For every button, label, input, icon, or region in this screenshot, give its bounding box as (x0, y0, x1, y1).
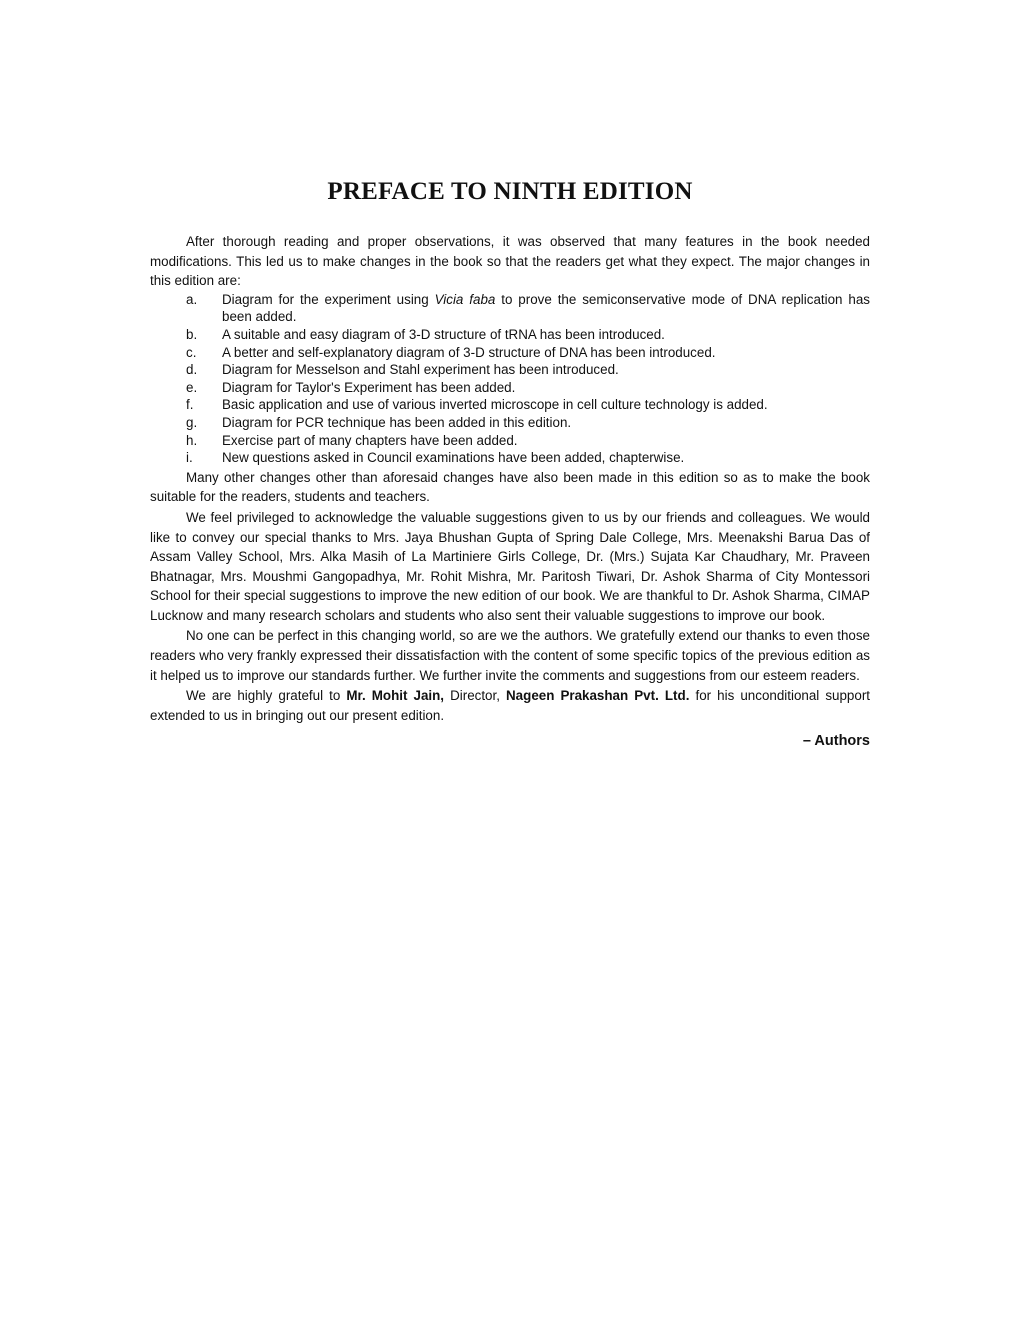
list-item-letter: c. (186, 344, 197, 360)
list-item (150, 291, 870, 326)
page-title: PREFACE TO NINTH EDITION (327, 178, 693, 205)
list-item (150, 414, 870, 432)
acknowledgement-paragraph: We feel privileged to acknowledge the valuable suggestions given to us by our friends and colleagues. We would like to convey our special thanks to Mrs. Jaya Bhushan Gupta of Spring Dale College, Mrs. Meenakshi Barua Das of Assam Valley School, Mrs. Alka Masih of La Martiniere Girls College, Dr. (Mrs.) Sujata Kar Chaudhary, Mr. Praveen Bhatnagar, Mrs. Moushmi Gangopadhya, Mr. Rohit Mishra, Mr. Paritosh Tiwari, Dr. Ashok Sharma of City Montessori School for their special suggestions to improve the new edition of our book. We are thankful to Dr. Ashok Sharma, CIMAP Lucknow and many research scholars and students who also sent their valuable suggestions to improve our book. (150, 509, 870, 623)
list-item-letter: e. (186, 379, 198, 395)
list-item (150, 432, 870, 450)
list-item (150, 344, 870, 362)
perfection-paragraph: No one can be perfect in this changing world, so are we the authors. We gratefully extend our thanks to even those readers who very frankly expressed their dissatisfaction with the content of some specific topics of the previous edition as it helped us to improve our standards further. We further invite the comments and suggestions from our esteem readers. (150, 628, 870, 683)
list-item-text: Diagram for Messelson and Stahl experiment has been introduced. (222, 362, 619, 378)
list-item-text: A suitable and easy diagram of 3-D structure of tRNA has been introduced. (222, 326, 665, 342)
list-item-text: Exercise part of many chapters have been added. (222, 432, 518, 448)
species-name: Vicia faba (434, 291, 496, 307)
list-item-text: A better and self-explanatory diagram of 3-D structure of DNA has been introduced. (222, 344, 716, 360)
list-item (150, 396, 870, 414)
list-item-letter: d. (186, 362, 198, 378)
list-item-text: Diagram for Taylor's Experiment has been added. (222, 379, 516, 395)
list-item (150, 326, 870, 344)
list-item-letter: b. (186, 326, 198, 342)
preface-page (150, 178, 870, 749)
gratitude-paragraph: We are highly grateful to Mr. Mohit Jain, Director, Nageen Prakashan Pvt. Ltd. for his unconditional support extended to us in bringing out our present edition. (150, 688, 871, 723)
list-item (150, 379, 870, 397)
list-item-letter: g. (186, 414, 198, 430)
authors-signature: – Authors (802, 733, 870, 750)
list-item-letter: f. (186, 397, 194, 413)
director-name: Mr. Mohit Jain, (346, 688, 445, 704)
list-item-text: New questions asked in Council examinations have been added, chapterwise. (222, 450, 685, 466)
list-item-letter: a. (186, 291, 198, 307)
other-changes-paragraph: Many other changes other than aforesaid changes have also been made in this edition so as to make the book suitable for the readers, students and teachers. (150, 469, 870, 505)
list-item-text: Basic application and use of various inverted microscope in cell culture technology is added. (222, 397, 768, 413)
list-item (150, 449, 870, 467)
list-item-letter: h. (186, 432, 198, 448)
changes-list (150, 291, 870, 467)
publisher-name: Nageen Prakashan Pvt. Ltd. (506, 688, 690, 704)
list-item-text: Diagram for PCR technique has been added in this edition. (222, 414, 572, 430)
list-item-letter: i. (186, 450, 193, 466)
intro-paragraph: After thorough reading and proper observations, it was observed that many features in the book needed modifications. This led us to make changes in the book so that the readers get what they expect. The major changes in this edition are: (150, 234, 870, 289)
list-item-text: Diagram for the experiment using Vicia faba to prove the semiconservative mode of DNA replication has been added. (222, 291, 870, 325)
list-item (150, 361, 870, 379)
